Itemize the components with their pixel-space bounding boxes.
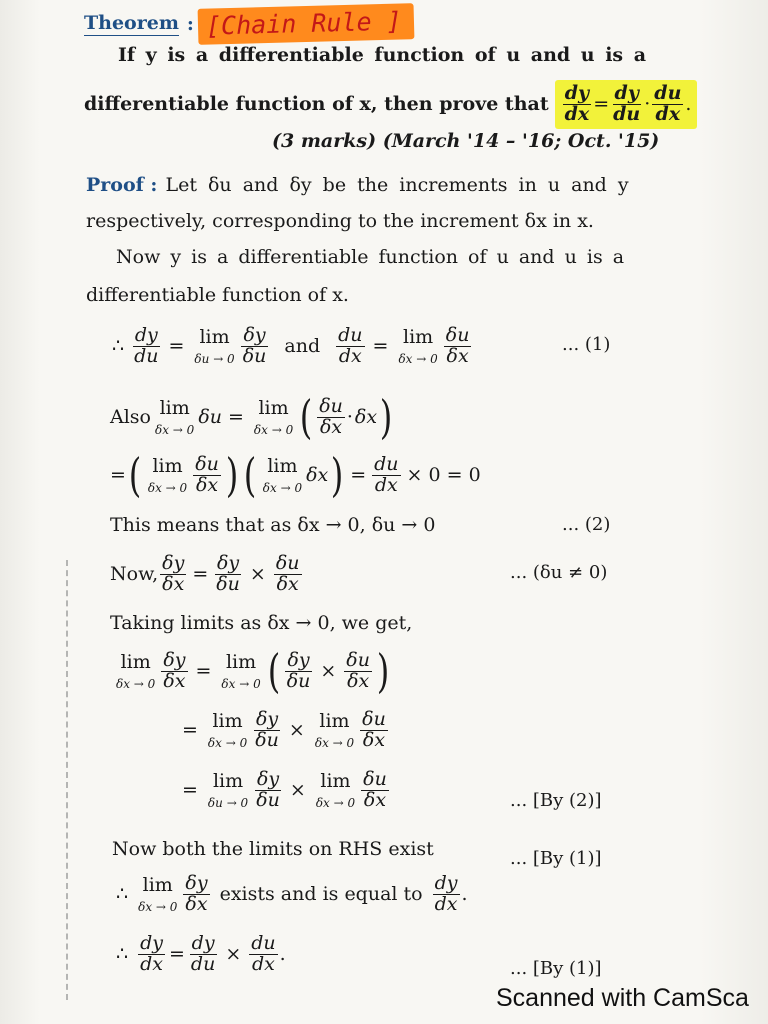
taking-limits: Taking limits as δx → 0, we get, [110,612,413,634]
by-2-ref: ... [By (2)] [510,790,602,811]
proof-line-1: Proof : Let δu and δy be the increments in u and y [86,174,629,196]
theorem-statement-2: differentiable function of x, then prove that [84,93,549,116]
proof-line-2: respectively, corresponding to the increment δx in x. [86,210,594,232]
chain-rule-formula: $\frac{dy}{dx}$ = $\frac{dy}{du}$ · $\frac{du}{dx}$ . [555,80,698,129]
by-1-ref-a: ... [By (1)] [510,848,602,869]
equation-1: ∴ $\frac{dy}{du}$ = lim δu → 0 $\frac{\delta y}{\delta u}$ and $\frac{du}{dx}$ = lim δx → 0 $\frac{\delta u}{\delta x}$ [112,324,470,367]
equation-exists: ∴ lim δx → 0 $\frac{\delta y}{\delta x}$ exists and is equal to $\frac{dy}{dx}$ . [116,872,468,915]
equation-2-ref: ... (2) [562,514,611,535]
scanner-watermark: Scanned with CamSca [496,984,749,1012]
exam-marks: (3 marks) (March '14 – '16; Oct. '15) [272,130,660,152]
theorem-label: Theorem [84,12,179,34]
proof-line-3: Now y is a differentiable function of u and u is a [116,246,625,268]
proof-line-4: differentiable function of x. [86,284,349,306]
equation-limit-1: lim δx → 0 $\frac{\delta y}{\delta x}$ = lim δx → 0 ( $\frac{\delta y}{\delta u}$ × $\frac{\delta u}{\delta x}$ ) [116,644,390,698]
equation-1-ref: ... (1) [562,334,611,355]
chain-rule-tag: [Chain Rule ] [198,3,415,45]
nonzero-ref: ... (δu ≠ 0) [510,562,608,583]
equation-limit-3: = lim δu → 0 $\frac{\delta y}{\delta u}$ × lim δx → 0 $\frac{\delta u}{\delta x}$ [182,768,387,811]
theorem-heading [84,6,414,42]
by-1-ref-b: ... [By (1)] [510,958,602,979]
proof-label: Proof : [86,174,158,196]
theorem-colon: : [186,13,194,35]
equation-product: = ( lim δx → 0 $\frac{\delta u}{\delta x}$ ) ( lim δx → 0 δx ) = $\frac{du}{dx}$ × 0 = 0 [110,448,481,502]
equation-now: Now, $\frac{\delta y}{\delta x}$ = $\frac{\delta y}{\delta u}$ × $\frac{\delta u}{\delta x}$ [110,552,300,595]
equation-limit-2: = lim δx → 0 $\frac{\delta y}{\delta u}$ × lim δx → 0 $\frac{\delta u}{\delta x}$ [182,708,386,751]
theorem-statement-2-row [84,80,697,129]
theorem-statement-1: If y is a differentiable function of u and u is a [118,44,647,66]
equation-conclusion: ∴ $\frac{dy}{dx}$ = $\frac{dy}{du}$ × $\frac{du}{dx}$ . [116,932,286,975]
limit-meaning: This means that as δx → 0, δu → 0 [110,514,436,536]
both-limits-exist: Now both the limits on RHS exist [112,838,434,860]
equation-also: Also lim δx → 0 δu = lim δx → 0 ( $\frac{\delta u}{\delta x}$ · δx ) [110,390,393,444]
